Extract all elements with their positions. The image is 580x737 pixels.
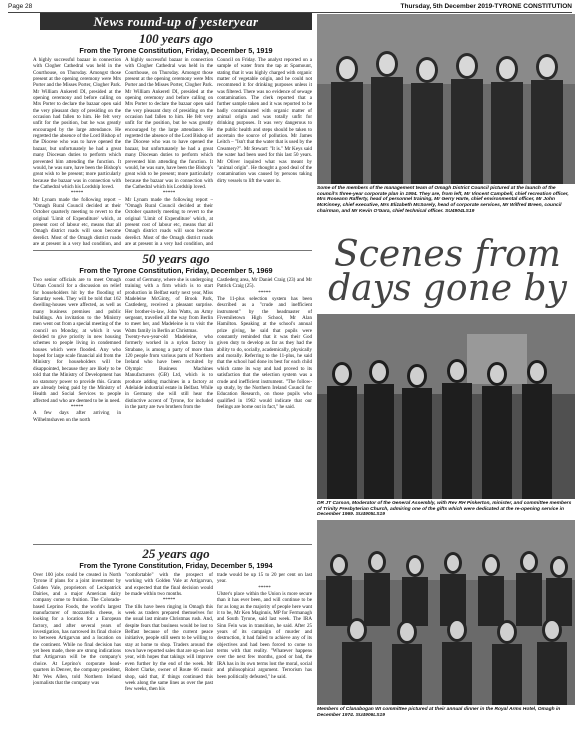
paragraph: coast of Germany, where she is undergoing training with a firm which is to start production in Belfast early next year, Miss Madeleine McGinty, of Brook Park, Castlederg, received a pleasant surprise. Her brother-in-law, John Watts, an Army sergeant, travelled all the way from Berlin to meet her, and Madeleine is to visit the Watts family in Berlin at Christmas.	[125, 277, 213, 334]
caption-council-team: Some of the members of the management team of Omagh District Council pictured at the launch of the council's three-year corporate plan in 1994. They are, from left, Mr Vincent Campbell, chief recreation officer, Mrs Roseann Rafferty, head of personnel training, Mr Gerry Harte, chief environmental officer, Mr John McKinney, chief executive, Mrs Elizabeth McSorely, head of corporate services, Mr Wilfred Breen, council chairman, and Mr Kevin O'Gara, chief technical officer. SU4904LS19	[317, 186, 569, 214]
article-1969-col1	[33, 277, 121, 542]
issue-line: Thursday, 5th December 2019-TYRONE CONSTITUTION	[400, 3, 572, 10]
page-header	[8, 2, 572, 13]
article-1969-col3	[217, 277, 312, 542]
paragraph: Mr Lynam made the following report – "Omagh Rural Council decided at their October quarterly meeting to revert to the original 'Limit of Expenditure' which, at present cost of labour etc, means that all Omagh district roads will soon become derelict. Most of the Omagh district roads are at present in a very bad condition, and	[125, 196, 213, 247]
article-1919-col2	[125, 57, 213, 247]
paragraph: trade would be up 15 to 20 per cent on last year.	[217, 572, 312, 585]
age-heading-100: 100 years ago	[139, 31, 213, 46]
article-1919-col3	[217, 57, 312, 247]
source-line-1919: From the Tyrone Constitution, Friday, December 5, 1919	[79, 46, 273, 55]
page-number: Page 28	[8, 3, 33, 10]
star-separator: *****	[70, 190, 84, 197]
photo-council-management-team	[317, 14, 575, 184]
paragraph: Mr Lynam made the following report – "Omagh Rural Council decided at their October quarterly meeting to revert to the original 'Limit of Expenditure' which, at present cost of labour etc, means that all Omagh district roads will soon become derelict. Most of the Omagh district roads are at present in a very bad condition, and	[33, 196, 121, 247]
age-heading-50: 50 years ago	[142, 251, 210, 266]
paragraph: Over 100 jobs could be created in North Tyrone if plans for a joint investment by Golden Vale, proprietors of Leckpatrick Dairies, and a major American dairy company come to fruition. The Colorado-based Leprino Foods, the world's largest manufacturer of mozzarella cheese, is looking for a location for a European factory, and after several years of investigation, has narrowed its final choice to between Artigarvan and a location on the continent. While no final decision has yet been made, there are strong indications that Artigarvan will be the company's choice. At Leprino's corporate head-quarters in Denver, the company president, Mr Wes Allen, told Northern Ireland journalists that the company was	[33, 572, 121, 686]
caption-trinity: DR JT Carson, Moderator of the General Assembly, with Rev RH Pinkerton, minister, and committee members of Trinity Presbyterian Church, admiring one of the gifts which were dedicated at the re-opening service in December 1969. SU4905LS19	[317, 501, 572, 518]
photo-trinity-presbyterian	[317, 314, 575, 499]
paragraph: A highly successful bazaar in connection with Clogher Cathedral was held in the Courthouse, on Thursday. Amongst those present at the opening ceremony were Mrs Porter and the Misses Porter, Clogher Park. Mr William Ankeretl DI, presided at the opening ceremony and before calling on Mrs Porter to declare the bazaar open said the very pleasant duty of presiding on the occasion had fallen to him. He felt very unfit for the position, but he was greatly encouraged by the large attendance. He regretted the absence of the Lord Bishop of the Diocese who was to have opened the bazaar, but unfortunately he had a great many Diocesan duties to perform which prevented him attending the function. It would, he was sure, have been the Bishop's great wish to be present; more particularly because the bazaar was in connection with the Cathedral which his Lordship loved.	[33, 57, 121, 190]
source-line-1994: From the Tyrone Constitution, Friday, December 5, 1994	[79, 561, 273, 570]
star-separator: *****	[162, 190, 176, 197]
article-1969-col2	[125, 277, 213, 542]
paragraph: Castlederg area, Mr Daniel Craig (23) and Mr Patrick Craig (25).	[217, 277, 312, 290]
paragraph: A few days after arriving in Wilhelmshaven on the north	[33, 410, 121, 423]
article-1994-col2	[125, 572, 213, 734]
star-separator: *****	[70, 403, 84, 410]
star-separator: *****	[258, 584, 271, 591]
age-heading-25: 25 years ago	[142, 546, 210, 561]
scenes-headline: Scenes from days gone by	[328, 234, 567, 309]
caption-clanabogan: Members of Clanabogan WI committee pictured at their annual dinner in the Royal Arms Hotel, Omagh in December 1974. SU4906LS19	[317, 707, 561, 718]
section-banner: News round-up of yesteryear	[40, 13, 312, 30]
source-line-1969: From the Tyrone Constitution, Friday, December 5, 1969	[79, 266, 273, 275]
star-separator: *****	[162, 597, 176, 604]
paragraph: Two senior officials are to meet Omagh Urban Council for a discussion on relief for householders hit by the flooding of Saturday week. They will be told that 162 dwelling-houses were affected, as well as many business premises and public buildings. An invitation to the Ministry men went out from a special meeting of the council on Monday, at which it was decided to give priority in new housing schemes to people living in condemned houses which were flooded. Any who hoped for large scale financial aid from the Ministry for householders will be disappointed, because they are likely to be told that the Ministry of Development has no statutory power to provide this. Grants are already being paid by the Ministry of Health and Social Services to people affected and who are deemed to be in need.	[33, 277, 121, 404]
article-1994-col1	[33, 572, 121, 734]
divider	[33, 544, 312, 545]
paragraph: A highly successful bazaar in connection with Clogher Cathedral was held in the Courthouse, on Thursday. Amongst those present at the opening ceremony were Mrs Porter and the Misses Porter, Clogher Park. Mr William Ankeretl DI, presided at the opening ceremony and before calling on Mrs Porter to declare the bazaar open said the very pleasant duty of presiding on the occasion had fallen to him. He felt very unfit for the position, but he was greatly encouraged by the large attendance. He regretted the absence of the Lord Bishop of the Diocese who was to have opened the bazaar, but unfortunately he had a great many Diocesan duties to perform which prevented him attending the function. It would, he was sure, have been the Bishop's great wish to be present; more particularly because the bazaar was in connection with the Cathedral which his Lordship loved.	[125, 57, 213, 190]
paragraph: Ulster's place within the Union is more secure than it has ever been, and will continue to be for as long as the majority of people here want it to be, Mr Ken Maginnis, MP for Fermanagh and South Tyrone, said last week. The IRA Sinn Fein was in transition, he said. After 25 years of its campaign of murder and destruction, it had failed to achieve any of its objectives and had been forced to come to terms with that reality. "Whatever happens over the next few months, good or bad, the IRA has in its own terms lost the moral, social and philosophical argument. Terrorism has been politically defeated," he said.	[217, 591, 312, 680]
paragraph: Council on Friday. The analyst reported on a sample of water from the tap at Spamount, stating that it was highly charged with organic matter of vegetable origin, and he could not recommend it for drinking purposes unless it was filtered. There was no evidence of sewage contamination. The clerk reported that a further sample taken and it was reported to be badly contaminated with organic matter of animal origin and was totally unfit for drinking purposes. It was very dangerous to the public health and steps should be taken to ascertain the source of pollution. Mr James Leitch – "Isn't that the water that is used by the Creamery?". Mr Stewart: "It is." Mr Keys said the water had been used for this last 50 years. Mr Oliver inquired what was meant by "animal origin". He thought a good deal of the contamination was caused by persons taking dirty vessels to lift the water in.	[217, 57, 312, 184]
star-separator: *****	[258, 289, 271, 296]
paragraph: The tills have been ringing in Omagh this week as traders prepared themselves for the usual last minute Christmas rush. And, despite fears that business would be lost to Belfast because of the current peace initiative, people still seem to be willing to stay at home to shop. Traders around the town have reported sales that are up-on last year, with hopes that takings will improve even further by the end of the week. Mr Robert Clarke, owner of Route 66 music shop, said that, if things continued this week along the same lines as over the past few weeks, then his	[125, 603, 213, 693]
article-1919-col1	[33, 57, 121, 247]
article-1994-col3	[217, 572, 312, 734]
paragraph: "comfortable" with the prospect of working with Golden Vale at Artigarvan, and expected that the final decision would be made within two months.	[125, 572, 213, 598]
photo-clanabogan-wi	[317, 520, 575, 705]
paragraph: Twenty-two-year-old Madeleine, who formerly worked in a nylon factory in Strabane, is among a party of more than 120 people from various parts of Northern Ireland who have been recruited by Olympic Business Machines Manufacturers (GB) Ltd, which is to produce adding machines in a factory at Adelaide industrial estate in Belfast. While in Germany she will still hear the distinctive accent of Tyrone, for included in the party are two brothers from the	[125, 334, 213, 410]
paragraph: The 11-plus selection system has been described as a "crude and inefficient instrument" by the headmaster of Fivemiletown High School, Mr Alan Hamilton. Speaking at the school's annual prize giving, he said that pupils were constantly reminded that it was their God given duty to develop as far as they had the ability to do, socially, academically, physically and morally. Referring to the 11-plus, he said that the school had done its best for each child which came its way and had proved to its satisfaction that the selection system was a crude and inefficient instrument. "The follow-up study, by the Northern Ireland Council for Education Research, on those pupils who qualified in 1962 would indicate that our feelings are borne out in fact," he said.	[217, 296, 312, 410]
